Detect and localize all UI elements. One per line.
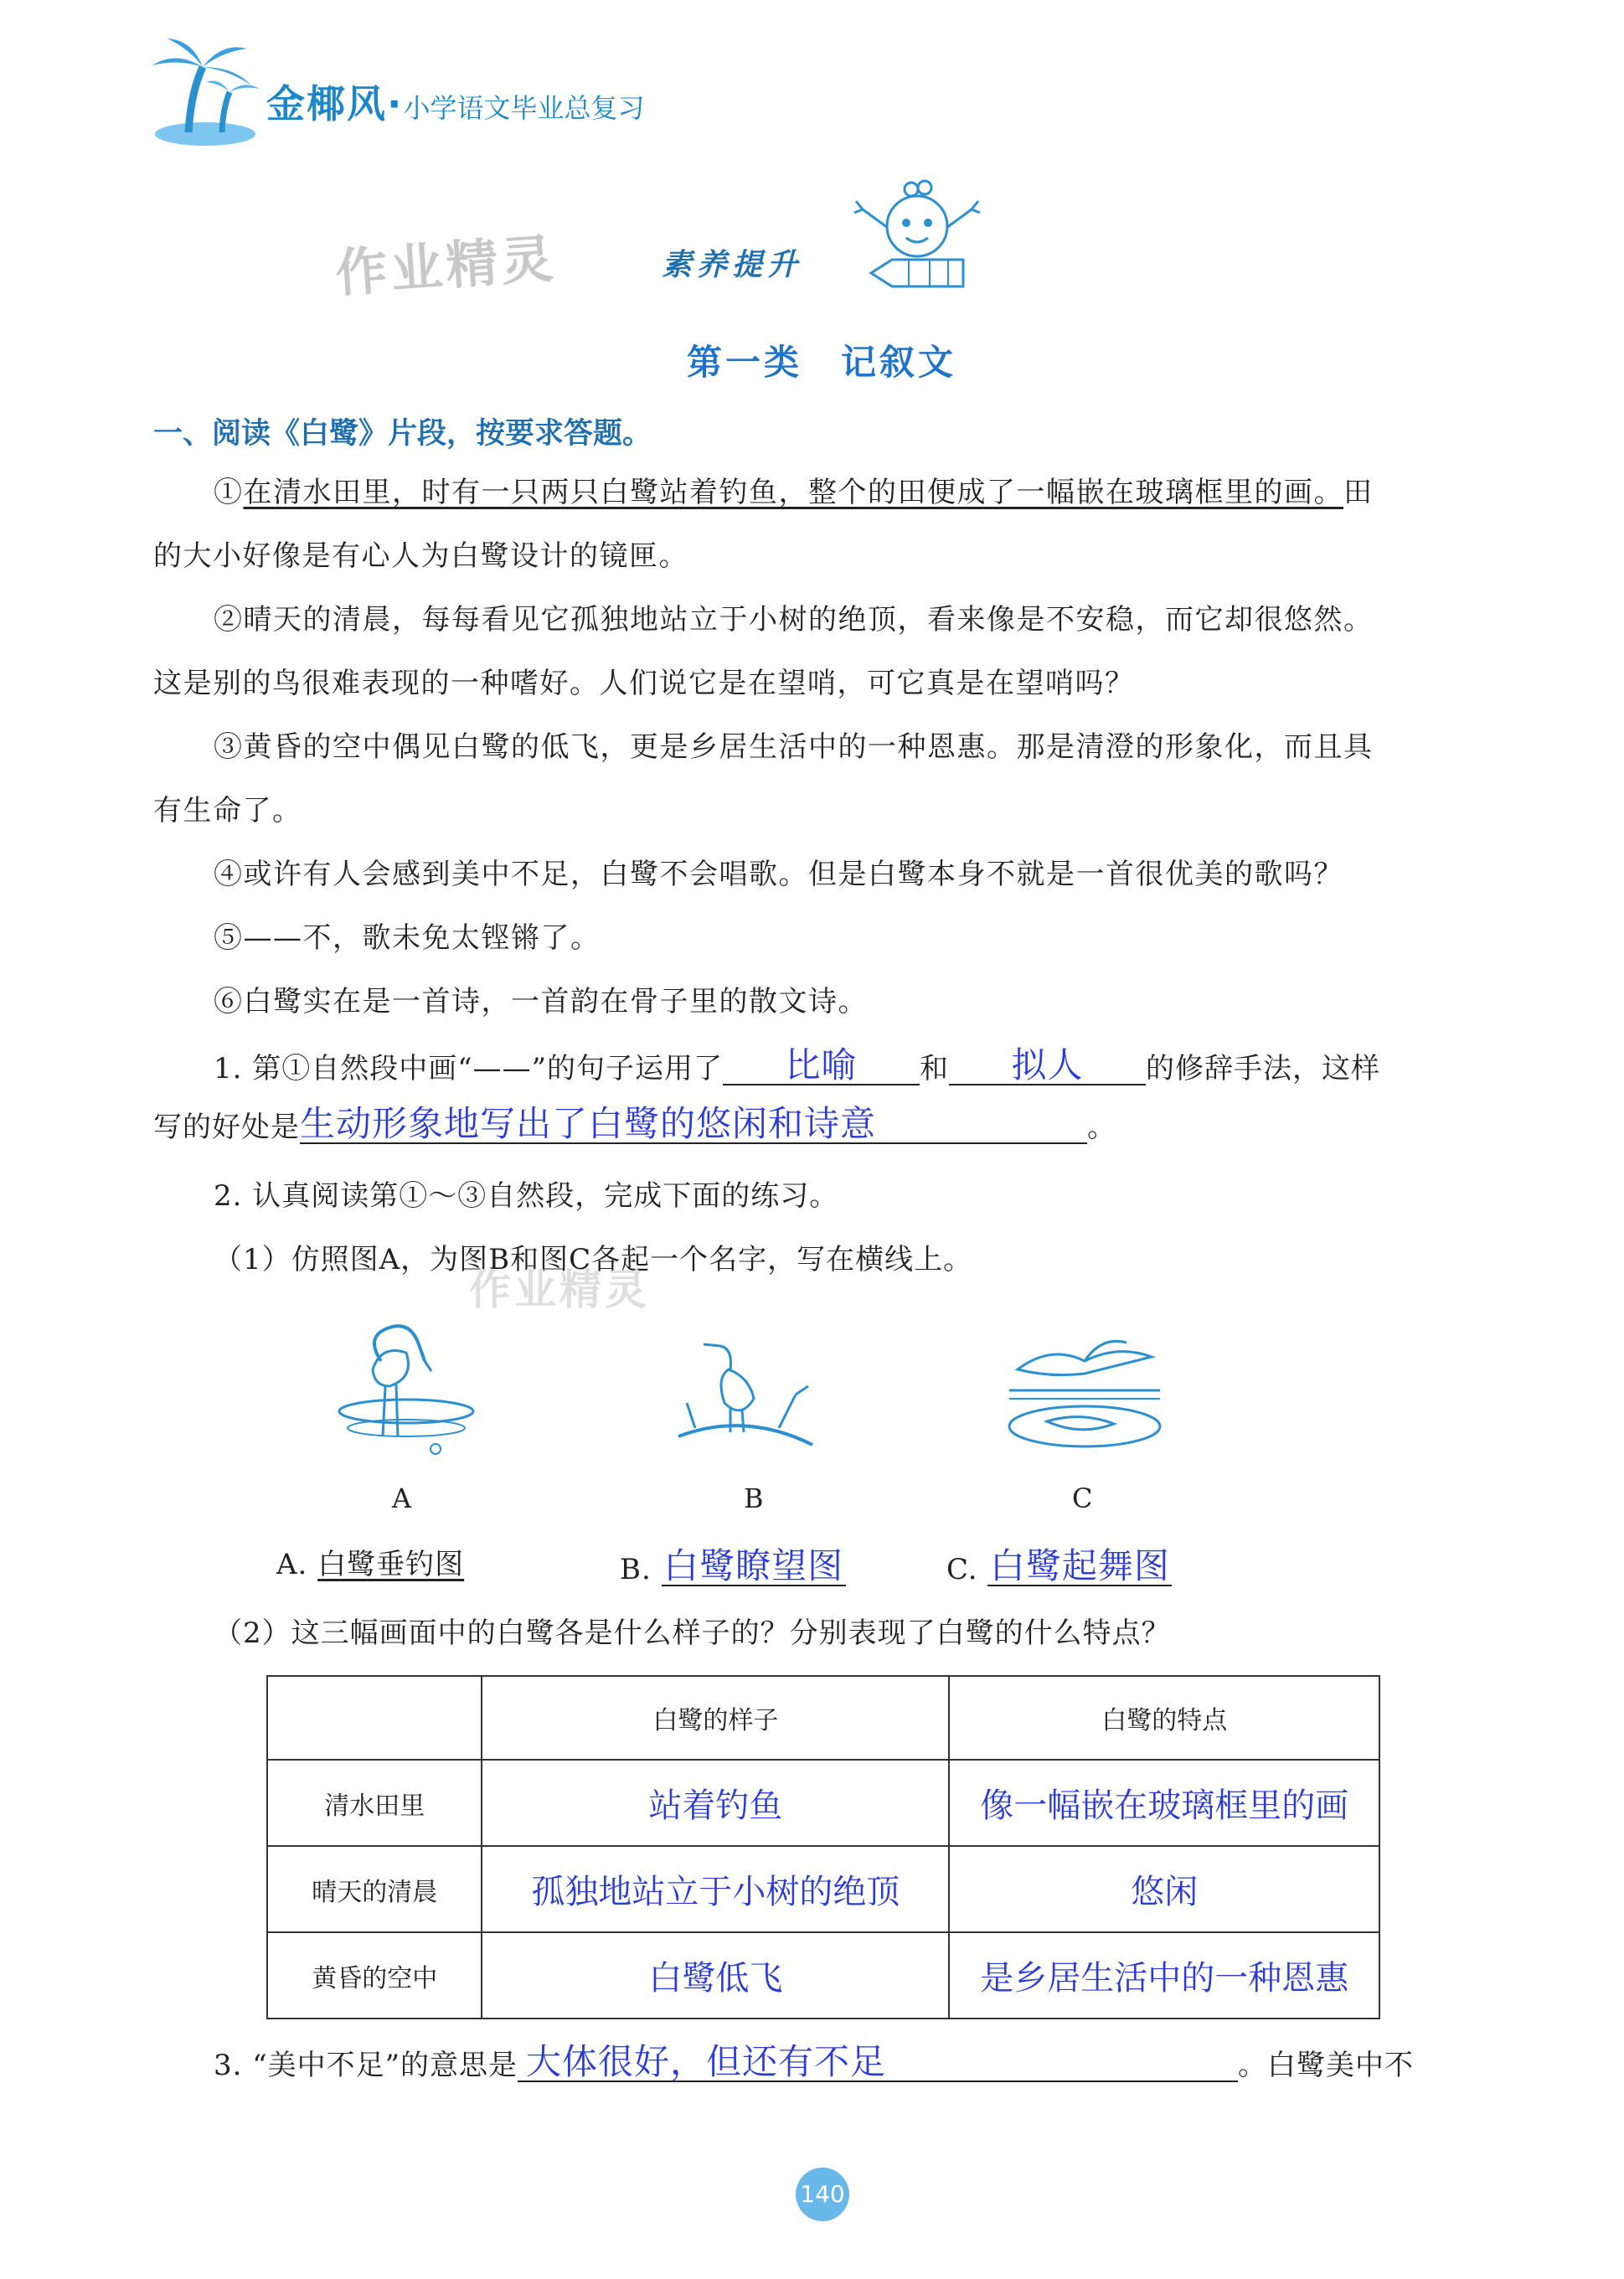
question-2-sub1: （1）仿照图A，为图B和图C各起一个名字，写在横线上。 — [214, 1243, 973, 1276]
answer-figure-c: 白鹭起舞图 — [989, 1545, 1170, 1586]
figure-name-c-prefix: C. — [946, 1553, 978, 1586]
table-trait-answer[interactable]: 像一幅嵌在玻璃框里的画 — [949, 1760, 1379, 1846]
cartoon-pencil-mascot-icon — [846, 176, 988, 310]
answer-blank-benefit[interactable] — [300, 1103, 1087, 1144]
heron-fishing-illustration-icon — [331, 1311, 482, 1462]
table-row — [267, 1846, 1379, 1932]
brand-dot: · — [387, 81, 404, 126]
paragraph-1-line2: 的大小好像是有心人为白鹭设计的镜匣。 — [153, 539, 688, 573]
paragraph-6: ⑥白鹭实在是一首诗，一首韵在骨子里的散文诗。 — [214, 985, 868, 1018]
answer-blank-rhetoric-2[interactable] — [949, 1044, 1146, 1085]
answer-rhetoric-1: 比喻 — [785, 1044, 858, 1085]
question-3-prefix: 3. “美中不足”的意思是 — [214, 2049, 518, 2082]
question-2-sub2: （2）这三幅画面中的白鹭各是什么样子的？分别表现了白鹭的什么特点？ — [214, 1616, 1171, 1650]
question-1-prefix: 1. 第①自然段中画“——”的句子运用了 — [214, 1052, 724, 1085]
answer-figure-b: 白鹭瞭望图 — [663, 1545, 844, 1586]
answer-blank-meaning[interactable] — [518, 2041, 1238, 2082]
question-1-line2-suffix: 。 — [1087, 1111, 1116, 1144]
question-1-suffix: 的修辞手法，这样 — [1146, 1052, 1381, 1085]
figure-name-a-row — [276, 1548, 464, 1581]
question-3-line — [214, 2041, 1415, 2082]
figure-name-c-row — [946, 1545, 1172, 1586]
figure-name-b-row — [620, 1545, 846, 1586]
question-2-prompt: 2. 认真阅读第①～③自然段，完成下面的练习。 — [214, 1179, 839, 1213]
heron-table — [266, 1675, 1380, 2019]
category-title: 第一类 记叙文 — [687, 342, 957, 383]
answer-rhetoric-2: 拟人 — [1011, 1044, 1084, 1085]
paragraph-3-line2: 有生命了。 — [153, 794, 302, 828]
table-scene-cell: 晴天的清晨 — [267, 1846, 482, 1932]
paragraph-1 — [214, 476, 1374, 509]
paragraph-2-line1: ②晴天的清晨，每每看见它孤独地站立于小树的绝顶，看来像是不安稳，而它却很悠然。 — [214, 603, 1374, 637]
paragraph-1-mark: ① — [214, 476, 244, 509]
figure-label-a: A — [392, 1482, 412, 1514]
table-row — [267, 1932, 1379, 2019]
paragraph-4: ④或许有人会感到美中不足，白鹭不会唱歌。但是白鹭本身不就是一首很优美的歌吗？ — [214, 858, 1343, 891]
series-subtitle: 小学语文毕业总复习 — [403, 92, 645, 124]
table-row — [267, 1760, 1379, 1846]
question-1-line2 — [153, 1103, 1116, 1144]
banner-title: 素养提升 — [662, 248, 803, 282]
figure-label-b: B — [744, 1482, 764, 1514]
section-heading: 一、阅读《白鹭》片段，按要求答题。 — [153, 417, 652, 451]
figure-name-a: 白鹭垂钓图 — [317, 1548, 465, 1581]
paragraph-3-line1: ③黄昏的空中偶见白鹭的低飞，更是乡居生活中的一种恩惠。那是清澄的形象化，而且具 — [214, 730, 1374, 764]
table-look-answer[interactable]: 白鹭低飞 — [482, 1932, 949, 2019]
table-scene-cell: 黄昏的空中 — [267, 1932, 482, 2019]
table-corner-cell — [267, 1676, 482, 1760]
paragraph-2-line2: 这是别的鸟很难表现的一种嗜好。人们说它是在望哨，可它真是在望哨吗？ — [153, 667, 1135, 700]
answer-blank-figure-c[interactable] — [987, 1545, 1172, 1586]
figure-name-a-prefix: A. — [276, 1548, 308, 1581]
heron-on-branch-illustration-icon — [670, 1328, 821, 1462]
brand-name: 金椰风 — [266, 81, 387, 126]
table-scene-cell: 清水田里 — [267, 1760, 482, 1846]
watermark: 作业精灵 — [333, 227, 559, 305]
table-look-answer[interactable]: 站着钓鱼 — [482, 1760, 949, 1846]
question-1-line1 — [214, 1044, 1381, 1085]
header — [142, 34, 729, 159]
question-1-mid: 和 — [920, 1052, 950, 1085]
watermark-2: 作业精灵 — [469, 1266, 650, 1314]
answer-meaning: 大体很好，但还有不足 — [526, 2041, 887, 2082]
palm-tree-logo-icon — [142, 34, 268, 151]
table-trait-answer[interactable]: 是乡居生活中的一种恩惠 — [949, 1932, 1379, 2019]
paragraph-5: ⑤——不，歌未免太铿锵了。 — [214, 921, 601, 955]
table-header-look: 白鹭的样子 — [482, 1676, 949, 1760]
paragraph-1-underlined: 在清水田里，时有一只两只白鹭站着钓鱼，整个的田便成了一幅嵌在玻璃框里的画。 — [243, 476, 1343, 509]
heron-flying-illustration-icon — [1001, 1328, 1168, 1462]
table-header-trait: 白鹭的特点 — [949, 1676, 1379, 1760]
table-look-answer[interactable]: 孤独地站立于小树的绝顶 — [482, 1846, 949, 1932]
table-trait-answer[interactable]: 悠闲 — [949, 1846, 1379, 1932]
answer-benefit: 生动形象地写出了白鹭的悠闲和诗意 — [300, 1103, 877, 1144]
question-3-suffix: 。白鹭美中不 — [1238, 2049, 1415, 2082]
figure-name-b-prefix: B. — [620, 1553, 652, 1586]
answer-blank-figure-b[interactable] — [662, 1545, 846, 1586]
question-1-line2-prefix: 写的好处是 — [153, 1111, 300, 1144]
page-number: 140 — [796, 2168, 849, 2221]
answer-blank-rhetoric-1[interactable] — [723, 1044, 920, 1085]
paragraph-1-rest: 田 — [1343, 476, 1374, 509]
figure-label-c: C — [1072, 1482, 1093, 1514]
